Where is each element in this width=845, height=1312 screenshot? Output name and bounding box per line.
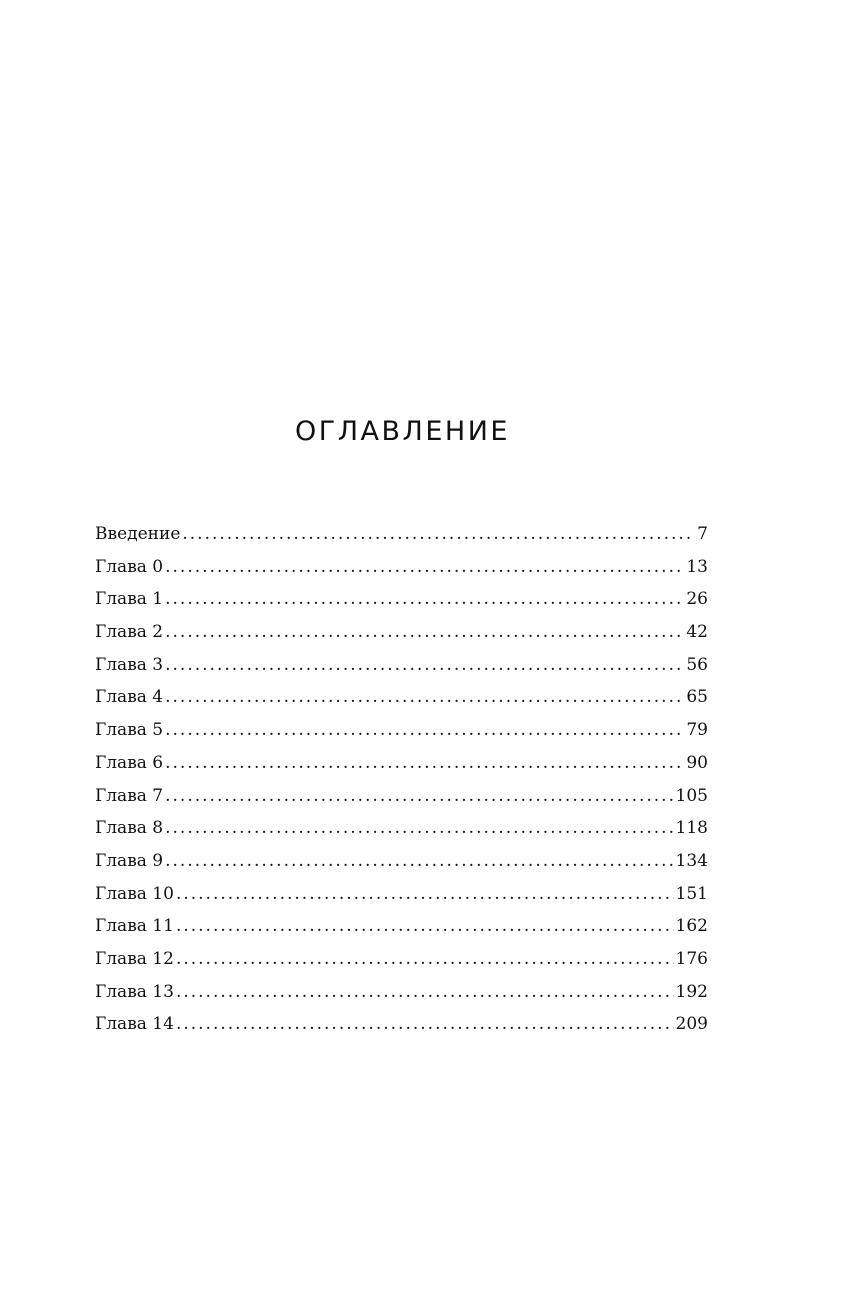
dot-leader [165,616,684,649]
toc-entry-label: Глава 8 [95,818,164,839]
dot-leader [165,812,673,845]
dot-leader [165,583,684,616]
dot-leader [176,976,674,1009]
toc-entry[interactable] [95,583,708,616]
toc-entry[interactable] [95,943,708,976]
toc-entry[interactable] [95,518,708,551]
toc-entry-label: Глава 6 [95,752,164,773]
page-title: ОГЛАВЛЕНИЕ [295,416,510,447]
toc-entry-page-number: 56 [686,654,708,675]
toc-entry[interactable] [95,649,708,682]
dot-leader [165,681,684,714]
toc-entry-page-number: 192 [675,981,708,1002]
toc-entry-page-number: 90 [686,752,708,773]
toc-entry-page-number: 176 [675,948,708,969]
toc-entry[interactable] [95,681,708,714]
toc-entry-label: Глава 10 [95,883,174,904]
toc-entry[interactable] [95,976,708,1009]
toc-entry-label: Глава 5 [95,720,164,741]
toc-entry[interactable] [95,551,708,584]
toc-entry-label: Глава 0 [95,556,164,577]
toc-entry-page-number: 42 [686,622,708,643]
toc-entry[interactable] [95,878,708,911]
toc-entry-page-number: 209 [675,1014,708,1035]
toc-entry-label: Глава 9 [95,850,164,871]
toc-entry-page-number: 7 [697,524,708,544]
toc-entry-page-number: 134 [675,850,708,871]
toc-entry-label: Глава 11 [95,916,174,937]
toc-entry-label: Глава 13 [95,981,174,1002]
toc-entry-page-number: 162 [675,916,708,937]
dot-leader [165,845,673,878]
toc-entry[interactable] [95,747,708,780]
toc-entry-page-number: 105 [675,785,708,806]
toc-entry-page-number: 65 [686,687,708,708]
dot-leader [176,910,674,943]
dot-leader [165,747,684,780]
toc-entry[interactable] [95,812,708,845]
dot-leader [176,878,674,911]
toc-entry-label: Глава 12 [95,948,174,969]
toc-entry[interactable] [95,910,708,943]
toc-entry-label: Глава 1 [95,589,164,610]
toc-entry-label: Глава 7 [95,785,164,806]
toc-entry[interactable] [95,780,708,813]
table-of-contents [95,518,708,1041]
toc-entry-page-number: 118 [675,818,708,839]
dot-leader [165,551,684,584]
dot-leader [182,518,695,551]
dot-leader [176,943,674,976]
dot-leader [165,780,673,813]
toc-entry[interactable] [95,845,708,878]
toc-entry-page-number: 13 [686,556,708,577]
toc-entry-label: Глава 3 [95,654,164,675]
toc-entry-label: Глава 4 [95,687,164,708]
dot-leader [165,714,684,747]
toc-entry[interactable] [95,616,708,649]
dot-leader [165,649,684,682]
toc-entry-page-number: 151 [675,883,708,904]
toc-entry-label: Глава 2 [95,622,164,643]
toc-entry[interactable] [95,714,708,747]
toc-entry-label: Введение [95,524,181,544]
toc-entry-page-number: 26 [686,589,708,610]
dot-leader [176,1008,674,1041]
toc-entry-page-number: 79 [686,720,708,741]
toc-entry-label: Глава 14 [95,1014,174,1035]
toc-entry[interactable] [95,1008,708,1041]
